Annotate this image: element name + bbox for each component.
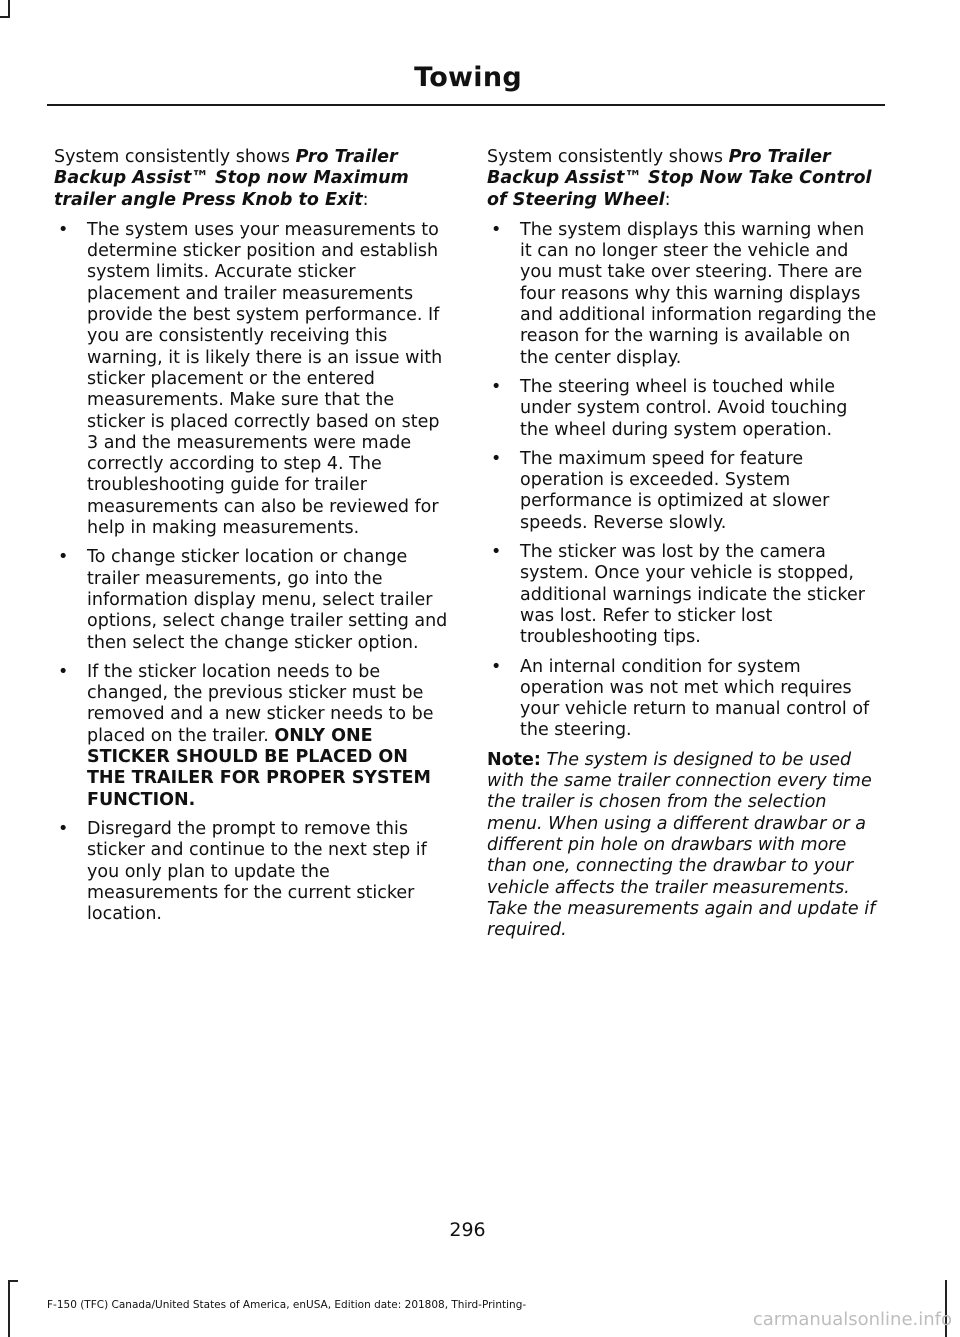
note-label: Note: [487,749,541,770]
right-intro-message: Pro Trailer Backup Assist™ Stop Now Take Control of Steering Wheel [487,147,872,210]
footer-edition-info: F-150 (TFC) Canada/United States of America, enUSA, Edition date: 201808, Third-Printing- [47,1299,527,1311]
page-number: 296 [449,1219,486,1241]
list-item [54,547,449,653]
crop-mark-top-left-h [0,16,10,18]
right-intro [487,147,880,211]
list-item-text: If the sticker location needs to be changed, the previous sticker must be removed and a new sticker needs to be placed on the trailer. [87,661,434,746]
left-bullet-list [54,220,449,926]
right-intro-lead: System consistently shows [487,147,729,167]
bullet-icon: • [58,219,69,240]
list-item [54,220,449,539]
list-item-text: The sticker was lost by the camera system. Once your vehicle is stopped, additional warnings indicate the sticker was lost. Refer to sticker lost troubleshooting tips. [520,542,865,648]
note-paragraph [487,750,880,942]
header-divider [47,104,885,106]
list-item [487,657,880,742]
bullet-icon: • [491,448,502,469]
right-bullet-list [487,220,880,742]
right-intro-tail: : [664,189,671,210]
bullet-icon: • [58,547,69,568]
list-item [487,542,880,648]
crop-mark-bottom-left-v [8,1280,10,1337]
bullet-icon: • [58,661,69,682]
list-item-text: The steering wheel is touched while under system control. Avoid touching the wheel during system operation. [520,376,848,440]
list-item-warning: ONLY ONE STICKER SHOULD BE PLACED ON THE TRAILER FOR PROPER SYSTEM FUNCTION. [87,725,431,810]
list-item-text: Disregard the prompt to remove this sticker and continue to the next step if you only plan to update the measurements for the current sticker location. [87,818,427,925]
crop-mark-bottom-left-h [8,1280,18,1282]
bullet-icon: • [491,376,502,397]
note-text: The system is designed to be used with the same trailer connection every time the trailer is chosen from the selection menu. When using a different drawbar or a different pin hole on drawbars with more than one, connecting the drawbar to your vehicle affects the trailer measurements. Take the measurements again and update if required. [487,749,876,941]
left-intro-lead: System consistently shows [54,147,296,167]
list-item [54,819,449,925]
list-item-text: The system uses your measurements to determine sticker position and establish system limits. Accurate sticker placement and trailer measurements provide the best system performance. If you are consistently receiving this warning, it is likely there is an issue with sticker placement or the entered measurements. Make sure that the sticker is placed correctly based on step 3 and the measurements were made correctly according to step 4. The troubleshooting guide for trailer measurements can also be reviewed for help in making measurements. [87,219,443,539]
left-column [54,147,449,933]
list-item [54,662,449,811]
list-item [487,220,880,369]
bullet-icon: • [491,656,502,677]
left-intro-message: Pro Trailer Backup Assist™ Stop now Maximum trailer angle Press Knob to Exit [54,147,409,210]
bullet-icon: • [491,542,502,563]
list-item-text: The maximum speed for feature operation is exceeded. System performance is optimized at slower speeds. Reverse slowly. [520,448,830,533]
left-intro-tail: : [362,189,369,210]
right-column [487,147,880,959]
list-item [487,377,880,441]
list-item-text: To change sticker location or change trailer measurements, go into the information display menu, select trailer options, select change trailer setting and then select the change sticker option. [87,547,448,653]
list-item-text: The system displays this warning when it can no longer steer the vehicle and you must take over steering. There are four reasons why this warning displays and additional information regarding the reason for the warning is available on the center display. [520,219,877,368]
left-intro [54,147,449,211]
page-header-title: Towing [414,62,522,93]
watermark: carmanualsonline.info [752,1309,952,1330]
bullet-icon: • [58,818,69,839]
list-item [487,449,880,534]
list-item-text: An internal condition for system operation was not met which requires your vehicle return to manual control of the steering. [520,656,870,741]
bullet-icon: • [491,219,502,240]
